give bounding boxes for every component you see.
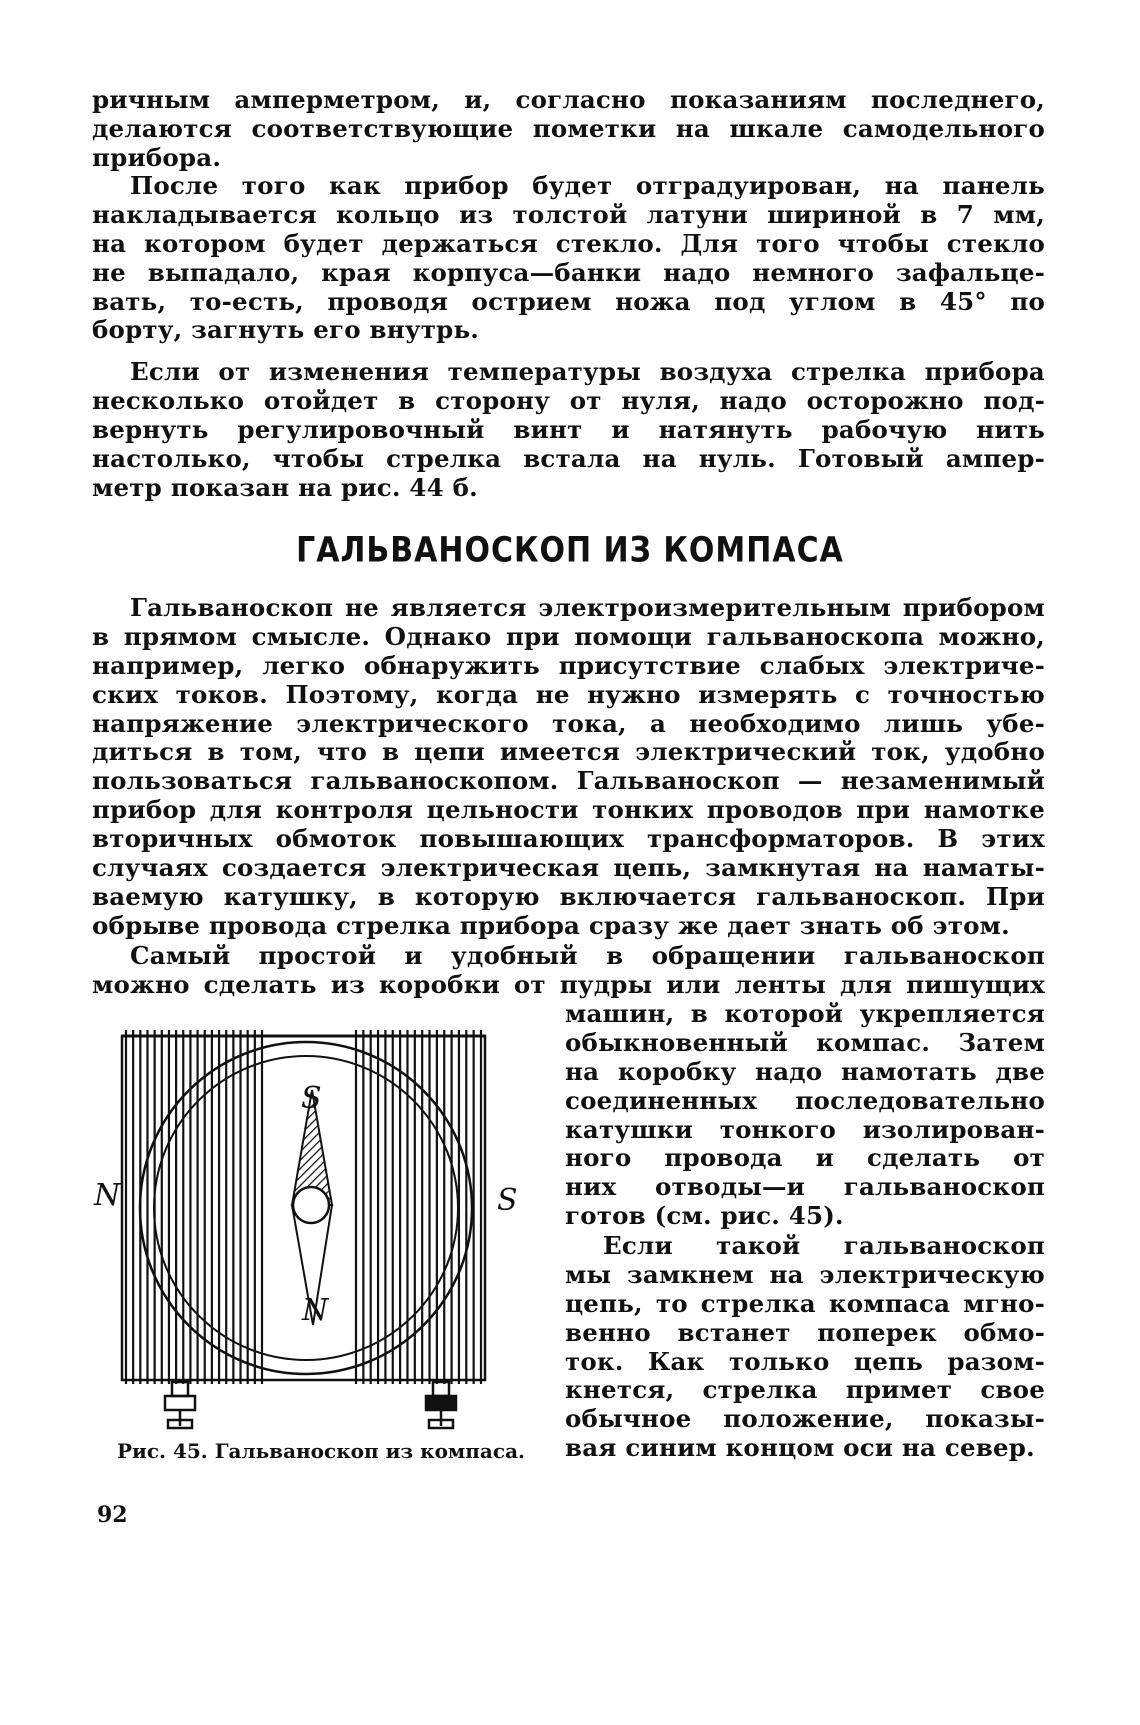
text-line: Гальваноскоп не является электроизмерительным прибором [130, 593, 1045, 622]
terminal-right [426, 1382, 456, 1428]
text-line: в прямом смысле. Однако при помощи гальваноскопа можно, [92, 621, 1045, 651]
text-line: метр показан на рис. 44 б. [92, 472, 478, 502]
text-line: вать, то-есть, проводя острием ножа под углом в 45° по [92, 286, 1045, 316]
text-line: обрыве провода стрелка прибора сразу же дает знать об этом. [92, 910, 1010, 940]
text-line: на коробку надо намотать две [565, 1056, 1045, 1086]
section-heading: ГАЛЬВАНОСКОП ИЗ КОМПАСА [296, 530, 844, 571]
text-line: них отводы—и гальваноскоп [565, 1172, 1045, 1202]
text-line: вая синим концом оси на север. [565, 1433, 1035, 1463]
text-line: ваемую катушку, в которую включается гальваноскоп. При [92, 881, 1045, 911]
text-line: мы замкнем на электрическую [565, 1259, 1045, 1289]
text-line: кнется, стрелка примет свое [565, 1375, 1045, 1405]
text-line: несколько отойдет в сторону от нуля, надо осторожно под- [92, 385, 1045, 415]
text-line: случаях создается электрическая цепь, замкнутая на наматы- [92, 853, 1045, 883]
terminal-left [165, 1382, 195, 1428]
text-line: например, легко обнаружить присутствие слабых электриче- [92, 650, 1045, 680]
text-line: ного провода и сделать от [565, 1143, 1045, 1173]
text-line: борту, загнуть его внутрь. [92, 315, 479, 345]
label-needle-north: N [302, 1293, 329, 1328]
label-north-pole: N [94, 1178, 121, 1213]
text-line: напряжение электрического тока, а необходимо лишь убе- [92, 708, 1045, 738]
text-line: прибора. [92, 142, 222, 172]
text-line: диться в том, что в цепи имеется электрический ток, удобно [92, 737, 1045, 767]
needle-pivot [293, 1187, 329, 1223]
page-number: 92 [97, 1502, 128, 1528]
figure-caption: Рис. 45. Гальваноскоп из компаса. [117, 1439, 525, 1463]
text-line: цепь, то стрелка компаса мгно- [565, 1288, 1045, 1318]
text-line: соединенных последовательно [565, 1085, 1045, 1115]
text-line: настолько, чтобы стрелка встала на нуль. Готовый ампер- [92, 443, 1045, 473]
text-line: катушки тонкого изолирован- [565, 1114, 1045, 1144]
text-line: вернуть регулировочный винт и натянуть рабочую нить [92, 414, 1045, 444]
text-line: обычное положение, показы- [565, 1404, 1045, 1434]
text-line: венно встанет поперек обмо- [565, 1317, 1045, 1347]
text-line: ток. Как только цепь разом- [565, 1346, 1045, 1376]
text-line: машин, в которой укрепляется [565, 999, 1045, 1028]
text-line: на котором будет держаться стекло. Для того чтобы стекло [92, 228, 1045, 258]
text-line: ричным амперметром, и, согласно показаниям последнего, [92, 85, 1045, 114]
text-line: Если такой гальваноскоп [603, 1231, 1045, 1260]
text-line: можно сделать из коробки от пудры или ленты для пишущих [92, 969, 1045, 999]
text-line: обыкновенный компас. Затем [565, 1027, 1045, 1057]
text-line: прибор для контроля цельности тонких проводов при намотке [92, 795, 1045, 825]
text-line: готов (см. рис. 45). [565, 1201, 844, 1231]
label-needle-south: S [301, 1081, 322, 1116]
text-line: ских токов. Поэтому, когда не нужно измерять с точностью [92, 679, 1045, 709]
text-line: вторичных обмоток повышающих трансформаторов. В этих [92, 824, 1045, 854]
text-line: пользоваться гальваноскопом. Гальваноскоп — незаменимый [92, 766, 1045, 796]
text-line: После того как прибор будет отградуирован, на панель [130, 171, 1045, 200]
text-line: не выпадало, края корпуса—банки надо немного зафальце- [92, 257, 1045, 287]
label-south-pole: S [497, 1183, 518, 1218]
text-line: Если от изменения температуры воздуха стрелка прибора [130, 357, 1045, 386]
text-line: Самый простой и удобный в обращении гальваноскоп [130, 941, 1045, 970]
text-line: накладывается кольцо из толстой латуни шириной в 7 мм, [92, 199, 1045, 229]
text-line: делаются соответствующие пометки на шкале самодельного [92, 113, 1045, 143]
